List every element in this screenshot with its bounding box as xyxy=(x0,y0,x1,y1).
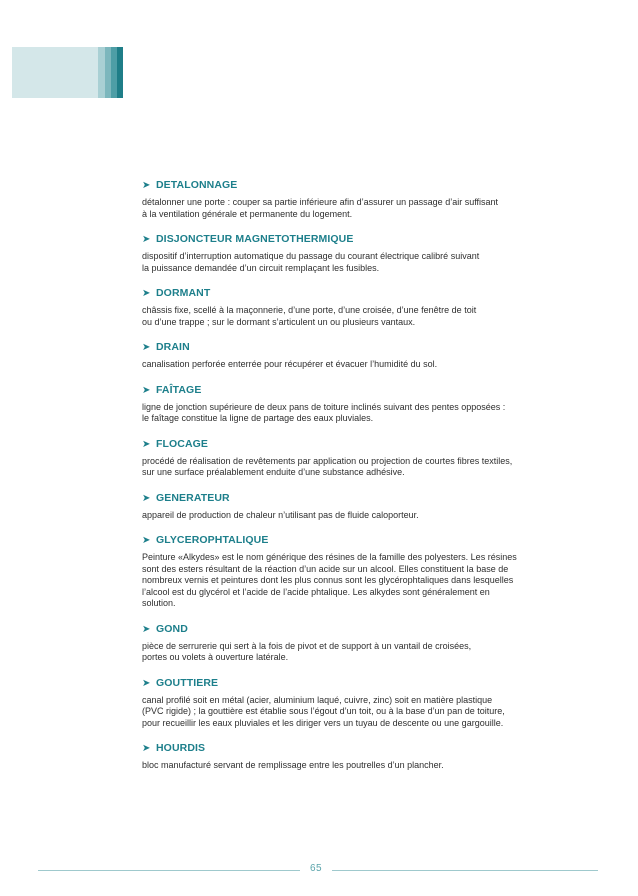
glossary-definition: bloc manufacturé servant de remplissage entre les poutrelles d’un plancher. xyxy=(142,760,444,770)
glossary-term: ➤ GOUTTIERE xyxy=(142,676,219,689)
glossary-term: ➤ FLOCAGE xyxy=(142,437,209,450)
glossary-definition: canal profilé soit en métal (acier, aluminium laqué, cuivre, zinc) soit en matière plastique (PVC rigide) ; la gouttière est établie sous l’égout d’un toit, ou à la base d’un pan de toiture, pour recueillir les eaux pluviales et les diriger vers un tuyau de descente ou une gargouille. xyxy=(142,694,505,728)
glossary-definition: pièce de serrurerie qui sert à la fois de pivot et de support à un vantail de croisées, portes ou volets à ouverture latérale. xyxy=(142,640,472,662)
page-footer xyxy=(0,862,638,882)
glossary-term: ➤ FAÎTAGE xyxy=(142,383,202,396)
glossary-entry xyxy=(142,491,582,522)
glossary-entry xyxy=(142,232,582,274)
glossary-definition: châssis fixe, scellé à la maçonnerie, d’une porte, d’une croisée, d’une fenêtre de toit ou d’une trappe ; sur le dormant s’articulent un ou plusieurs vantaux. xyxy=(142,305,477,327)
glossary-definition: dispositif d’interruption automatique du passage du courant électrique calibré suivant la puissance demandée d’un circuit remplaçant les fusibles. xyxy=(142,251,480,273)
arrowhead-right-icon: ➤ xyxy=(142,535,151,546)
header-decoration-stripe xyxy=(117,47,123,98)
glossary-term: ➤ DETALONNAGE xyxy=(142,179,238,191)
glossary-definition: ligne de jonction supérieure de deux pans de toiture inclinés suivant des pentes opposées : le faîtage constitue la ligne de partage des eaux pluviales. xyxy=(142,401,506,423)
arrowhead-right-icon: ➤ xyxy=(142,288,151,299)
arrowhead-right-icon: ➤ xyxy=(142,180,151,191)
arrowhead-right-icon: ➤ xyxy=(142,384,151,396)
arrowhead-right-icon: ➤ xyxy=(142,623,151,635)
glossary-definition: Peinture «Alkydes» est le nom générique des résines de la famille des polyesters. Les résines sont des esters résultant de la réaction d’un acide sur un alcool. Elles constituent la base de nombreux vernis et peintures dont les plus connus sont les glycérophtaliques dans lesquelles l’alcool est du glycérol et l’acide de l’acide phtalique. Les alkydes sont généralement en solution. xyxy=(142,552,517,608)
footer-rule xyxy=(38,870,300,871)
glossary-term: ➤ DRAIN xyxy=(142,341,190,353)
glossary-definition: appareil de production de chaleur n’utilisant pas de fluide caloporteur. xyxy=(142,509,419,520)
glossary-term: ➤ GENERATEUR xyxy=(142,491,230,504)
glossary-term: ➤ HOURDIS xyxy=(142,742,206,754)
arrowhead-right-icon: ➤ xyxy=(142,438,151,450)
page-number: 65 xyxy=(309,863,323,874)
glossary-entry xyxy=(142,741,582,772)
glossary-entry xyxy=(142,676,582,730)
glossary-definition: détalonner une porte : couper sa partie inférieure afin d’assurer un passage d’air suffisant à la ventilation générale et permanente du logement. xyxy=(142,197,499,219)
glossary-term: ➤ DISJONCTEUR MAGNETOTHERMIQUE xyxy=(142,233,354,245)
glossary-definition: canalisation perforée enterrée pour récupérer et évacuer l’humidité du sol. xyxy=(142,359,438,369)
glossary-definition: procédé de réalisation de revêtements par application ou projection de courtes fibres textiles, sur une surface préalablement enduite d’une substance adhésive. xyxy=(142,455,513,477)
arrowhead-right-icon: ➤ xyxy=(142,677,151,689)
glossary-term: ➤ DORMANT xyxy=(142,287,211,299)
glossary-term: ➤ GOND xyxy=(142,622,188,635)
footer-rule xyxy=(332,870,598,871)
glossary-term: ➤ GLYCEROPHTALIQUE xyxy=(142,534,269,546)
glossary-entry xyxy=(142,383,582,425)
glossary-entry xyxy=(142,533,582,610)
glossary-entry xyxy=(142,622,582,664)
header-decoration-stripe xyxy=(98,47,105,98)
glossary-entry xyxy=(142,340,582,371)
arrowhead-right-icon: ➤ xyxy=(142,234,151,245)
glossary xyxy=(142,178,582,784)
arrowhead-right-icon: ➤ xyxy=(142,342,151,353)
glossary-entry xyxy=(142,437,582,479)
glossary-entry xyxy=(142,286,582,328)
arrowhead-right-icon: ➤ xyxy=(142,492,151,504)
header-decoration-block xyxy=(12,47,98,98)
arrowhead-right-icon: ➤ xyxy=(142,743,151,754)
glossary-entry xyxy=(142,178,582,220)
